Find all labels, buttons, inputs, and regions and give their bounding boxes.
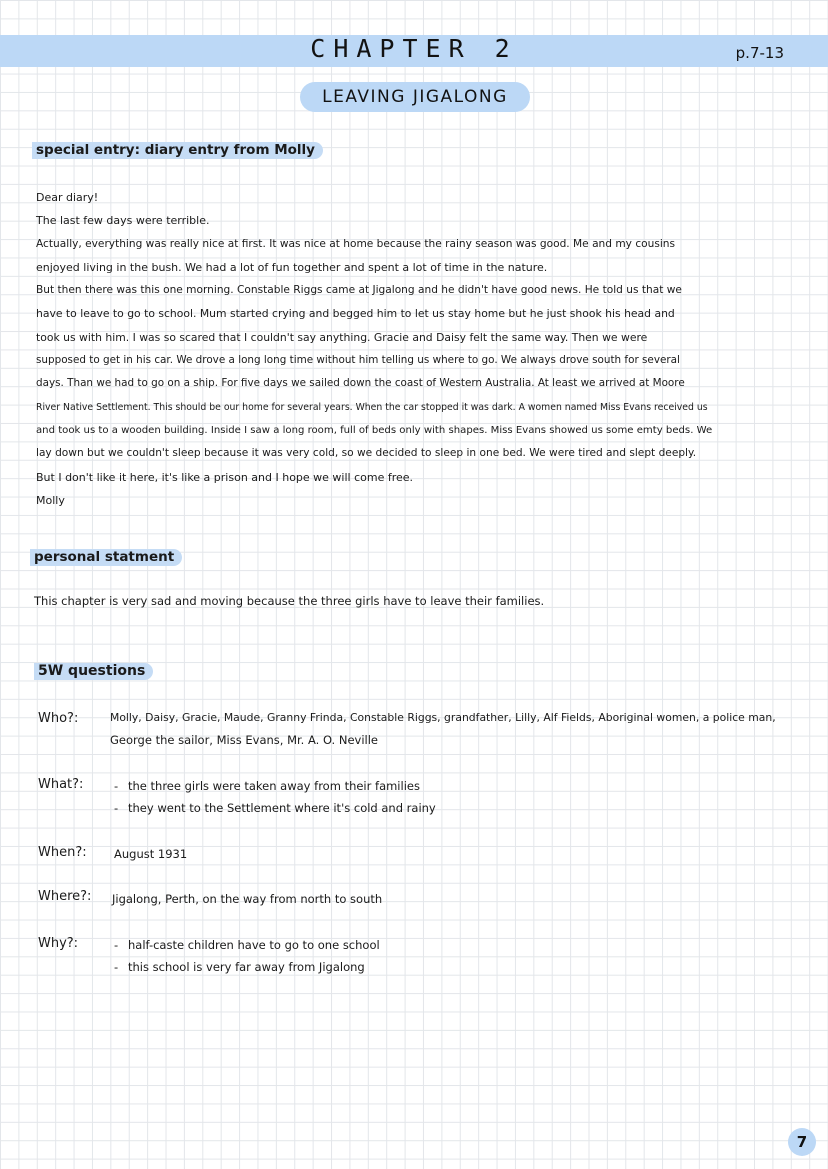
diary-section-label: special entry: diary entry from Molly [32, 142, 323, 159]
who-answer [110, 707, 776, 751]
diary-signature: Molly [36, 493, 65, 507]
bullet-dash: - [114, 801, 119, 815]
who-answer-line: Molly, Daisy, Gracie, Maude, Granny Frinda, Constable Riggs, grandfather, Lilly, Alf Fields, Aboriginal women, a police man, [110, 711, 776, 724]
chapter-subtitle [300, 82, 530, 112]
what-label: What?: [38, 777, 84, 792]
who-answer-line: George the sailor, Miss Evans, Mr. A. O. Neville [110, 733, 378, 747]
diary-line: River Native Settlement. This should be our home for several years. When the car stopped it was dark. A women named Miss Evans received us [36, 401, 708, 413]
diary-line: have to leave to go to school. Mum started crying and begged him to let us stay home but he just shook his head and [36, 307, 675, 321]
what-answer-text: the three girls were taken away from their families [128, 779, 420, 793]
bullet-dash: - [114, 779, 119, 793]
when-label: When?: [38, 845, 87, 860]
diary-line: enjoyed living in the bush. We had a lot of fun together and spent a lot of time in the nature. [36, 260, 548, 274]
diary-line: The last few days were terrible. [36, 214, 210, 228]
where-answer [112, 888, 382, 910]
chapter-title: CHAPTER 2 [310, 34, 518, 63]
page-number [788, 1128, 816, 1156]
diary-line: lay down but we couldn't sleep because it was very cold, so we decided to sleep in one bed. We were tired and slept deeply. [36, 447, 697, 460]
bullet-dash: - [114, 960, 119, 974]
diary-entry [36, 186, 806, 512]
why-answer-text: half-caste children have to go to one school [128, 938, 380, 952]
why-answer-item [114, 934, 380, 956]
chapter-subtitle-text: LEAVING JIGALONG [322, 87, 508, 107]
page-number-text: 7 [796, 1133, 808, 1151]
why-answer-text: this school is very far away from Jigalong [128, 960, 365, 974]
statement-text: This chapter is very sad and moving because the three girls have to leave their families. [34, 594, 545, 608]
who-label: Who?: [38, 711, 79, 726]
what-answer-item [114, 775, 436, 797]
what-answer-text: they went to the Settlement where it's cold and rainy [128, 801, 436, 815]
diary-line: and took us to a wooden building. Inside I saw a long room, full of beds only with shapes. Miss Evans showed us some emty beds. We [36, 424, 713, 436]
why-answer [114, 934, 380, 978]
where-answer-line: Jigalong, Perth, on the way from north to south [112, 892, 383, 906]
what-answer-item [114, 797, 436, 819]
diary-line: days. Than we had to go on a ship. For five days we sailed down the coast of Western Australia. At least we arrived at Moore [36, 377, 685, 390]
diary-line: supposed to get in his car. We drove a long long time without him telling us where to go. We always drove south for several [36, 354, 680, 367]
bullet-dash: - [114, 938, 119, 952]
statement-section-label: personal statment [30, 549, 182, 566]
what-answer [114, 775, 436, 819]
when-answer [114, 843, 187, 865]
page-range: p.7-13 [735, 44, 784, 62]
diary-line: Actually, everything was really nice at first. It was nice at home because the rainy season was good. Me and my cousins [36, 237, 676, 250]
diary-line: took us with him. I was so scared that I couldn't say anything. Gracie and Daisy felt the same way. Then we were [36, 330, 648, 344]
where-label: Where?: [38, 889, 92, 904]
why-label: Why?: [38, 936, 79, 951]
diary-line: But I don't like it here, it's like a prison and I hope we will come free. [36, 470, 414, 484]
when-answer-line: August 1931 [114, 847, 188, 861]
questions-section-label: 5W questions [34, 663, 153, 680]
diary-line: Dear diary! [36, 191, 99, 204]
why-answer-item [114, 956, 380, 978]
diary-line: But then there was this one morning. Constable Riggs came at Jigalong and he didn't have good news. He told us that we [36, 284, 682, 297]
